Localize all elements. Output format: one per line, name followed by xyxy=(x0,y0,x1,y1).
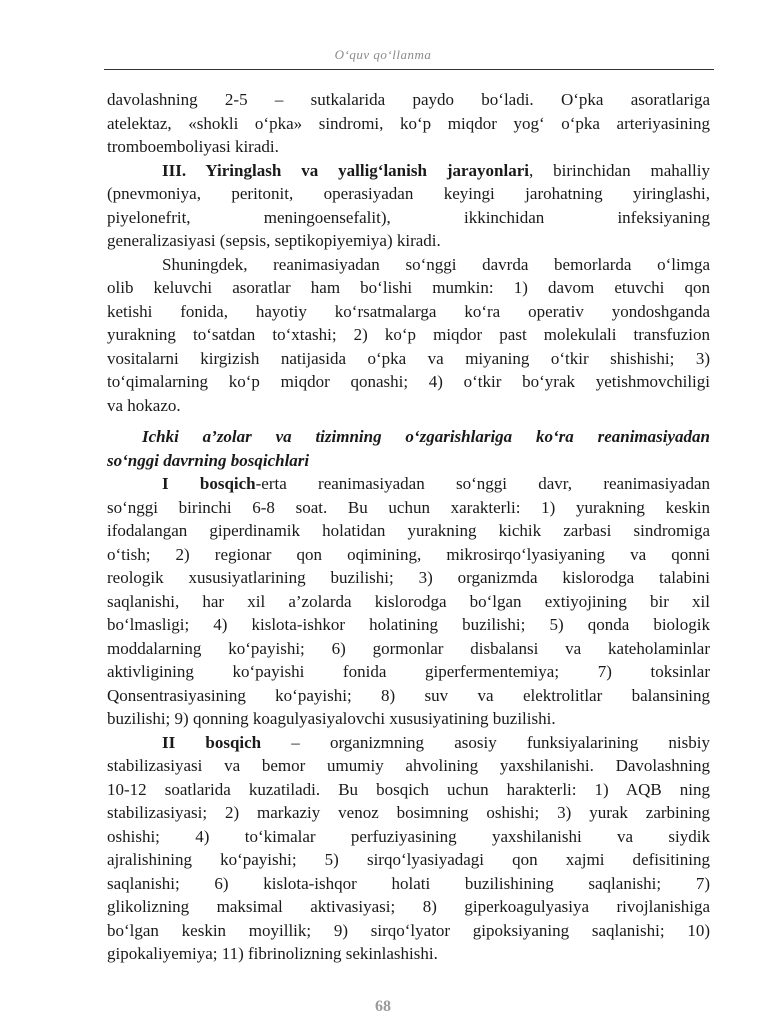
line-text: reologik xususiyatlarining buzilishi; 3) organizmda kislorodga talabini xyxy=(107,568,710,587)
line-text: ajralishining ko‘payishi; 5) sirqo‘lyasiyadagi qon xajmi defisitining xyxy=(107,850,710,869)
line-text: saqlanishi, har xil a’zolarda kislorodga bo‘lgan extiyojining bir xil xyxy=(107,591,710,611)
line-text: generalizasiyasi (sepsis, septikopiyemiya) kiradi. xyxy=(107,231,441,250)
paragraph xyxy=(107,472,710,731)
text-line xyxy=(107,825,710,849)
text-line xyxy=(107,919,710,943)
text-line xyxy=(107,347,710,371)
line-text: (pnevmoniya, peritonit, operasiyadan keyingi jarohatning yiringlashi, xyxy=(107,184,710,203)
text-line xyxy=(107,229,710,253)
bold-lead: I bosqich xyxy=(162,474,256,493)
text-line xyxy=(107,707,710,731)
page-number: 68 xyxy=(375,998,391,1015)
paragraph xyxy=(107,253,710,418)
text-line xyxy=(107,449,710,473)
line-text: Shuningdek, reanimasiyadan so‘nggi davrda bemorlarda o‘limga xyxy=(162,254,710,274)
line-text: stabilizasiyasi; 2) markaziy venoz bosimning oshishi; 3) yurak zarbining xyxy=(107,803,710,822)
line-text: piyelonefrit, meningoensefalit), ikkinchidan infeksiyaning xyxy=(107,207,710,227)
line-text: davolashning 2-5 – sutkalarida paydo bo‘ladi. O‘pka asoratlariga xyxy=(107,90,710,109)
line-text: atelektaz, «shokli o‘pka» sindromi, ko‘p miqdor yog‘ o‘pka arteriyasining xyxy=(107,113,710,133)
text-line xyxy=(107,276,710,300)
line-text: bo‘lgan keskin moyillik; 9) sirqo‘lyator gipoksiyaning saqlanishi; 10) xyxy=(107,920,710,940)
line-text: ifodalangan giperdinamik holatidan yurakning kichik zarbasi sindromiga xyxy=(107,521,710,540)
line-text: saqlanishi; 6) kislota-ishqor holati buzilishining saqlanishi; 7) xyxy=(107,873,710,893)
line-text: buzilishi; 9) qonning koagulyasiyalovchi xususiyatining buzilishi. xyxy=(107,709,556,728)
line-text: olib keluvchi asoratlar ham bo‘lishi mumkin: 1) davom etuvchi qon xyxy=(107,278,710,297)
paragraph xyxy=(107,731,710,966)
text-line xyxy=(107,135,710,159)
text-line xyxy=(107,206,710,230)
text-line xyxy=(107,543,710,567)
text-line xyxy=(107,778,710,802)
text-line xyxy=(107,88,710,112)
line-text: tromboemboliyasi kiradi. xyxy=(107,137,279,156)
line-text: bo‘lmasligi; 4) kislota-ishkor holatining buzilishi; 5) qonda biologik xyxy=(107,615,710,634)
line-text: o‘tish; 2) regionar qon oqimining, mikrosirqo‘lyasiyaning va qonni xyxy=(107,544,710,564)
text-line xyxy=(107,848,710,872)
line-text: -erta reanimasiyadan so‘nggi davr, reanimasiyadan xyxy=(255,474,710,493)
running-header: O‘quv qo‘llanma xyxy=(334,47,432,62)
text-line xyxy=(107,496,710,520)
line-text: stabilizasiyasi va bemor umumiy ahvolining yaxshilanishi. Davolashning xyxy=(107,756,710,775)
text-line xyxy=(107,253,710,277)
text-line xyxy=(107,394,710,418)
text-line xyxy=(107,895,710,919)
text-line xyxy=(107,112,710,136)
text-line xyxy=(107,660,710,684)
line-text: Qonsentrasiyasining ko‘payishi; 8) suv va elektrolitlar balansining xyxy=(107,685,710,705)
text-line xyxy=(107,801,710,825)
header-rule xyxy=(104,69,714,70)
text-line xyxy=(107,425,710,449)
text-line xyxy=(107,942,710,966)
line-text: yurakning to‘satdan to‘xtashi; 2) ko‘p miqdor past molekulali transfuzion xyxy=(107,325,710,344)
text-line xyxy=(107,590,710,614)
line-text: so‘nggi birinchi 6-8 soat. Bu uchun xarakterli: 1) yurakning keskin xyxy=(107,497,710,517)
text-line xyxy=(107,754,710,778)
line-text: 10-12 soatlarida kuzatiladi. Bu bosqich uchun harakterli: 1) AQB ning xyxy=(107,779,710,799)
text-line xyxy=(107,300,710,324)
text-line xyxy=(107,182,710,206)
text-line xyxy=(107,684,710,708)
bold-lead: II bosqich xyxy=(162,732,262,752)
text-line xyxy=(107,872,710,896)
text-line xyxy=(107,566,710,590)
line-text: oshishi; 4) to‘kimalar perfuziyasining yaxshilanishi va siydik xyxy=(107,826,710,846)
line-text: Ichki a’zolar va tizimning o‘zgarishlariga ko‘ra reanimasiyadan xyxy=(142,427,710,446)
line-text: glikolizning maksimal aktivasiyasi; 8) giperkoagulyasiya rivojlanishiga xyxy=(107,897,710,916)
text-line xyxy=(107,323,710,347)
text-line xyxy=(107,613,710,637)
text-line xyxy=(107,731,710,755)
line-text: so‘nggi davrning bosqichlari xyxy=(107,450,310,470)
line-text: ketishi fonida, hayotiy ko‘rsatmalarga ko‘ra operativ yondoshganda xyxy=(107,301,710,321)
line-text: moddalarning ko‘payishi; 6) gormonlar disbalansi va kateholaminlar xyxy=(107,638,710,658)
text-line xyxy=(107,370,710,394)
line-text: to‘qimalarning ko‘p miqdor qonashi; 4) o‘tkir bo‘yrak yetishmovchiligi xyxy=(107,372,710,391)
line-text: vositalarni kirgizish natijasida o‘pka va miyaning o‘tkir shishishi; 3) xyxy=(107,348,710,368)
page-body xyxy=(107,88,710,966)
line-text: aktivligining ko‘payishi fonida giperfermentemiya; 7) toksinlar xyxy=(107,662,710,681)
line-text: , birinchidan mahalliy xyxy=(529,160,710,180)
section-heading xyxy=(107,425,710,472)
text-line xyxy=(107,472,710,496)
text-line xyxy=(107,637,710,661)
paragraph xyxy=(107,88,710,159)
line-text: va hokazo. xyxy=(107,395,181,415)
text-line xyxy=(107,159,710,183)
text-line xyxy=(107,519,710,543)
line-text: – organizmning asosiy funksiyalarining nisbiy xyxy=(261,732,710,752)
bold-lead: III. Yiringlash va yallig‘lanish jarayonlari xyxy=(162,160,529,180)
paragraph xyxy=(107,159,710,253)
line-text: gipokaliyemiya; 11) fibrinolizning sekinlashishi. xyxy=(107,944,438,963)
